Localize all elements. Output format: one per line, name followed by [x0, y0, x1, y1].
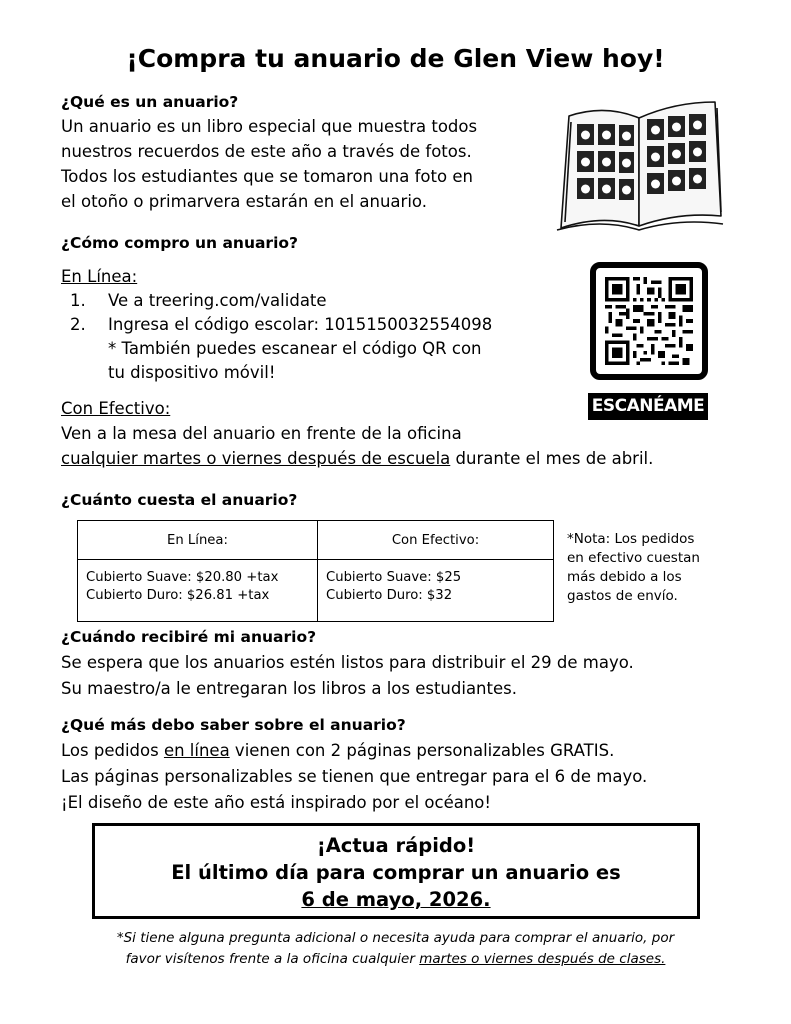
cash-hardcover-price: Cubierto Duro: $32 [326, 588, 453, 603]
more-line-1-post: vienen con 2 páginas personalizables GRATIS. [229, 741, 615, 760]
step-text: Ve a treering.com/validate [108, 291, 327, 310]
footer-days-underlined: martes o viernes después de clases. [419, 951, 666, 967]
section-heading-what: ¿Qué es un anuario? [61, 93, 239, 111]
qr-note-line-2: tu dispositivo móvil! [108, 363, 276, 382]
yearbook-illustration-icon [555, 94, 725, 232]
online-label: En Línea: [61, 267, 138, 286]
deadline-callout [92, 823, 700, 919]
column-header-cash: Con Efectivo: [318, 521, 554, 560]
online-steps-list [61, 289, 492, 385]
table-row [78, 560, 554, 622]
list-item [61, 313, 492, 337]
footer-line-1: *Si tiene alguna pregunta adicional o necesita ayuda para comprar el anuario, por [116, 930, 675, 946]
online-softcover-price: Cubierto Suave: $20.80 +tax [86, 570, 279, 585]
price-note-line-4: gastos de envío. [567, 588, 678, 604]
online-hardcover-price: Cubierto Duro: $26.81 +tax [86, 588, 270, 603]
list-item [61, 361, 492, 385]
section-heading-how: ¿Cómo compro un anuario? [61, 234, 299, 252]
footer-note [40, 928, 751, 970]
cash-prices-cell [318, 560, 554, 622]
what-line-2: nuestros recuerdos de este año a través de fotos. [61, 142, 472, 161]
deadline-date: 6 de mayo, 2026. [301, 888, 491, 911]
price-note [567, 530, 700, 606]
when-line-1: Se espera que los anuarios estén listos para distribuir el 29 de mayo. [61, 653, 634, 672]
price-note-line-1: *Nota: Los pedidos [567, 531, 695, 547]
more-line-3: ¡El diseño de este año está inspirado por el océano! [61, 793, 492, 812]
price-note-line-3: más debido a los [567, 569, 682, 585]
what-line-4: el otoño o primarvera estarán en el anuario. [61, 192, 427, 211]
price-note-line-2: en efectivo cuestan [567, 550, 700, 566]
footer-line-2-pre: favor visítenos frente a la oficina cualquier [125, 951, 420, 967]
scan-me-label: ESCANÉAME [588, 393, 708, 420]
price-table [77, 520, 554, 622]
qr-code[interactable] [590, 262, 708, 380]
cta-line-1: ¡Actua rápido! [316, 834, 476, 857]
step-text: Ingresa el código escolar: 1015150032554098 [108, 315, 493, 334]
what-line-3: Todos los estudiantes que se tomaron una foto en [61, 167, 473, 186]
online-prices-cell [78, 560, 318, 622]
cash-line-1: Ven a la mesa del anuario en frente de la oficina [61, 424, 462, 443]
step-number: 2. [70, 315, 86, 334]
section-heading-more: ¿Qué más debo saber sobre el anuario? [61, 716, 406, 734]
footer-line-2 [40, 949, 751, 970]
section-heading-cost: ¿Cuánto cuesta el anuario? [61, 491, 298, 509]
more-online-underlined: en línea [163, 741, 230, 760]
cash-label: Con Efectivo: [61, 399, 171, 418]
qr-code-icon [605, 277, 693, 365]
table-header-row [78, 521, 554, 560]
qr-note-line-1: * También puedes escanear el código QR con [108, 339, 482, 358]
step-number: 1. [70, 291, 86, 310]
more-line-1 [61, 738, 614, 763]
cash-softcover-price: Cubierto Suave: $25 [326, 570, 462, 585]
list-item [61, 289, 492, 313]
when-line-2: Su maestro/a le entregaran los libros a los estudiantes. [61, 679, 517, 698]
cash-line-2 [61, 446, 653, 471]
more-line-1-pre: Los pedidos [61, 741, 164, 760]
section-heading-when: ¿Cuándo recibiré mi anuario? [61, 628, 317, 646]
list-item [61, 337, 492, 361]
cash-line-2-rest: durante el mes de abril. [450, 449, 654, 468]
page-title: ¡Compra tu anuario de Glen View hoy! [126, 44, 665, 73]
what-line-1: Un anuario es un libro especial que muestra todos [61, 117, 478, 136]
more-line-2: Las páginas personalizables se tienen que entregar para el 6 de mayo. [61, 767, 648, 786]
cash-days-underlined: cualquier martes o viernes después de escuela [61, 449, 451, 468]
cta-line-2: El último día para comprar un anuario es [171, 861, 621, 884]
column-header-online: En Línea: [78, 521, 318, 560]
